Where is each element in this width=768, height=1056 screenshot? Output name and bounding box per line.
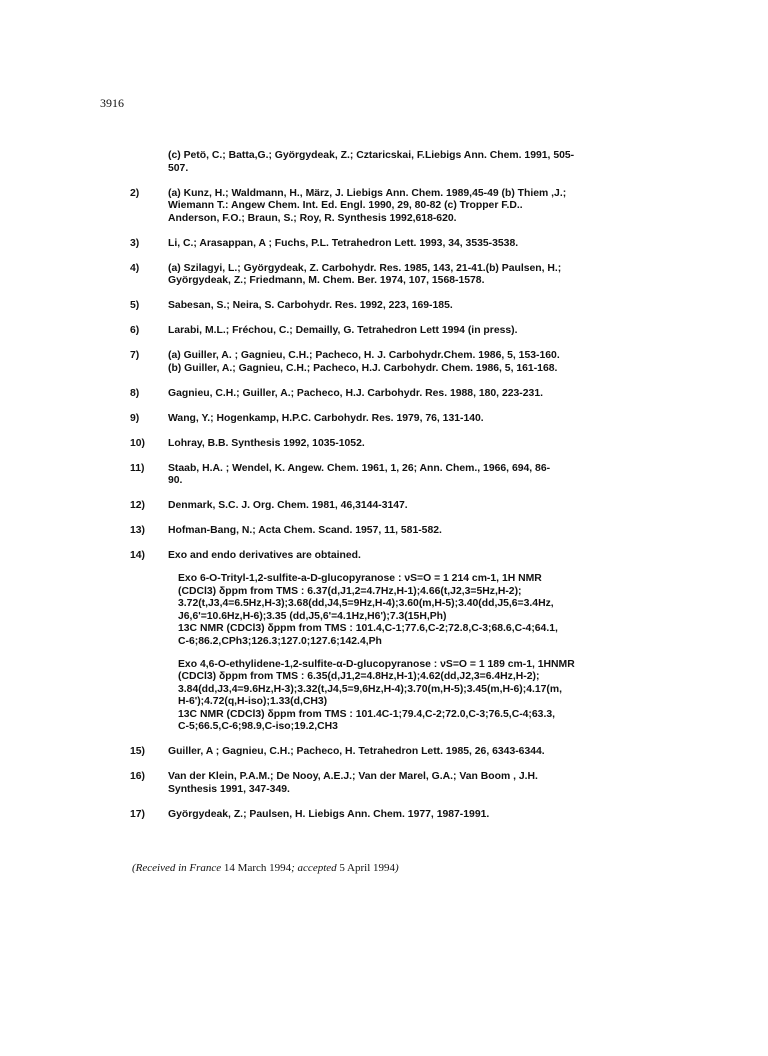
nmr-line: J6,6'=10.6Hz,H-6);3.35 (dd,J5,6'=4.1Hz,H6');7.3(15H,Ph) (178, 610, 447, 622)
reference-line: Li, C.; Arasappan, A ; Fuchs, P.L. Tetrahedron Lett. 1993, 34, 3535-3538. (168, 237, 519, 249)
reference-line: (a) Szilagyi, L.; Györgydeak, Z. Carbohydr. Res. 1985, 143, 21-41.(b) Paulsen, H.; (168, 262, 562, 274)
reference-item-8 (130, 388, 670, 401)
received-suffix: ) (395, 862, 399, 874)
reference-number: 2) (130, 187, 140, 199)
reference-list (130, 150, 670, 834)
reference-number: 7) (130, 350, 140, 362)
nmr-line: H-6');4.72(q,H-iso);1.33(d,CH3) (178, 696, 328, 708)
reference-item-14 (130, 550, 670, 563)
nmr-line: 3.72(t,J3,4=6.5Hz,H-3);3.68(dd,J4,5=9Hz,H-4);3.60(m,H-5);3.40(dd,J5,6=3.4Hz, (178, 598, 554, 610)
reference-line: Gagnieu, C.H.; Guiller, A.; Pacheco, H.J. Carbohydr. Res. 1988, 180, 223-231. (168, 387, 543, 399)
reference-line: Sabesan, S.; Neira, S. Carbohydr. Res. 1992, 223, 169-185. (168, 300, 453, 312)
reference-item-7 (130, 350, 670, 375)
nmr-data-block (130, 573, 670, 734)
nmr-line: C-6;86.2,CPh3;126.3;127.0;127.6;142.4,Ph (178, 635, 382, 647)
reference-line: Exo and endo derivatives are obtained. (168, 550, 361, 562)
nmr-line: 13C NMR (CDCl3) δppm from TMS : 101.4,C-1;77.6,C-2;72.8,C-3;68.6,C-4;64.1, (178, 623, 558, 635)
reference-line: Larabi, M.L.; Fréchou, C.; Demailly, G. Tetrahedron Lett 1994 (in press). (168, 325, 518, 337)
accepted-date: 5 April 1994 (339, 862, 396, 874)
reference-line: (a) Kunz, H.; Waldmann, H., März, J. Liebigs Ann. Chem. 1989,45-49 (b) Thiem ,J.; (168, 187, 567, 199)
nmr-line: 13C NMR (CDCl3) δppm from TMS : 101.4C-1;79.4,C-2;72.0,C-3;76.5,C-4;63.3, (178, 708, 556, 720)
reference-item-3 (130, 238, 670, 251)
nmr-line: (CDCl3) δppm from TMS : 6.37(d,J1,2=4.7Hz,H-1);4.66(t,J2,3=5Hz,H-2); (178, 585, 522, 597)
reference-item-6 (130, 325, 670, 338)
reference-line: Anderson, F.O.; Braun, S.; Roy, R. Synthesis 1992,618-620. (168, 212, 457, 224)
reference-line: Wiemann T.: Angew Chem. Int. Ed. Engl. 1990, 29, 80-82 (c) Tropper F.D.. (168, 200, 523, 212)
reference-number: 12) (130, 500, 146, 512)
reference-item-12 (130, 500, 670, 513)
reference-number: 6) (130, 325, 140, 337)
reference-number: 4) (130, 262, 140, 274)
reference-number: 5) (130, 300, 140, 312)
reference-line: Denmark, S.C. J. Org. Chem. 1981, 46,3144-3147. (168, 500, 408, 512)
received-note (132, 862, 692, 874)
reference-number: 10) (130, 437, 146, 449)
reference-item-15 (130, 746, 670, 759)
reference-line: Lohray, B.B. Synthesis 1992, 1035-1052. (168, 437, 365, 449)
reference-item-4 (130, 263, 670, 288)
reference-number: 15) (130, 746, 146, 758)
nmr-line: Exo 6-O-Trityl-1,2-sulfite-a-D-glucopyranose : νS=O = 1 214 cm-1, 1H NMR (178, 572, 542, 584)
reference-item-16 (130, 771, 670, 796)
reference-number: 14) (130, 550, 146, 562)
reference-line: Wang, Y.; Hogenkamp, H.P.C. Carbohydr. Res. 1979, 76, 131-140. (168, 412, 484, 424)
reference-number: 8) (130, 387, 140, 399)
nmr-line: C-5;66.5,C-6;98.9,C-iso;19.2,CH3 (178, 721, 338, 733)
received-mid: ; accepted (291, 862, 340, 874)
reference-number: 9) (130, 412, 140, 424)
page-number: 3916 (100, 96, 124, 110)
reference-number: 3) (130, 237, 140, 249)
reference-item-2 (130, 188, 670, 226)
reference-line: Synthesis 1991, 347-349. (168, 783, 290, 795)
received-prefix: (Received in France (132, 862, 224, 874)
reference-line: 507. (168, 162, 189, 174)
reference-item-13 (130, 525, 670, 538)
nmr-data-ethylidene (178, 659, 670, 735)
nmr-data-trityl (178, 573, 670, 649)
reference-number: 13) (130, 525, 146, 537)
reference-item-11 (130, 463, 670, 488)
reference-line: Guiller, A ; Gagnieu, C.H.; Pacheco, H. Tetrahedron Lett. 1985, 26, 6343-6344. (168, 746, 545, 758)
reference-item-1c (130, 150, 670, 175)
reference-line: (b) Guiller, A.; Gagnieu, C.H.; Pacheco, H.J. Carbohydr. Chem. 1986, 5, 161-168. (168, 362, 558, 374)
reference-item-10 (130, 438, 670, 451)
reference-line: Staab, H.A. ; Wendel, K. Angew. Chem. 1961, 1, 26; Ann. Chem., 1966, 694, 86- (168, 462, 551, 474)
nmr-line: Exo 4,6-O-ethylidene-1,2-sulfite-α-D-glucopyranose : νS=O = 1 189 cm-1, 1HNMR (178, 658, 575, 670)
nmr-line: (CDCl3) δppm from TMS : 6.35(d,J1,2=4.8Hz,H-1);4.62(dd,J2,3=6.4Hz,H-2); (178, 671, 540, 683)
reference-line: (c) Petö, C.; Batta,G.; Györgydeak, Z.; Cztaricskai, F.Liebigs Ann. Chem. 1991, 505- (168, 150, 575, 161)
reference-line: (a) Guiller, A. ; Gagnieu, C.H.; Pacheco, H. J. Carbohydr.Chem. 1986, 5, 153-160. (168, 350, 560, 362)
reference-item-9 (130, 413, 670, 426)
reference-number: 16) (130, 771, 146, 783)
reference-line: Györgydeak, Z.; Friedmann, M. Chem. Ber. 1974, 107, 1568-1578. (168, 275, 485, 287)
reference-line: Van der Klein, P.A.M.; De Nooy, A.E.J.; Van der Marel, G.A.; Van Boom , J.H. (168, 771, 538, 783)
reference-line: Györgydeak, Z.; Paulsen, H. Liebigs Ann. Chem. 1977, 1987-1991. (168, 808, 490, 820)
reference-line: 90. (168, 475, 183, 487)
nmr-line: 3.84(dd,J3,4=9.6Hz,H-3);3.32(t,J4,5=9,6Hz,H-4);3.70(m,H-5);3.45(m,H-6);4.17(m, (178, 683, 563, 695)
reference-item-17 (130, 809, 670, 822)
received-date: 14 March 1994 (223, 862, 292, 874)
reference-number: 17) (130, 808, 146, 820)
reference-number: 11) (130, 462, 145, 474)
reference-line: Hofman-Bang, N.; Acta Chem. Scand. 1957, 11, 581-582. (168, 525, 442, 537)
reference-item-5 (130, 300, 670, 313)
